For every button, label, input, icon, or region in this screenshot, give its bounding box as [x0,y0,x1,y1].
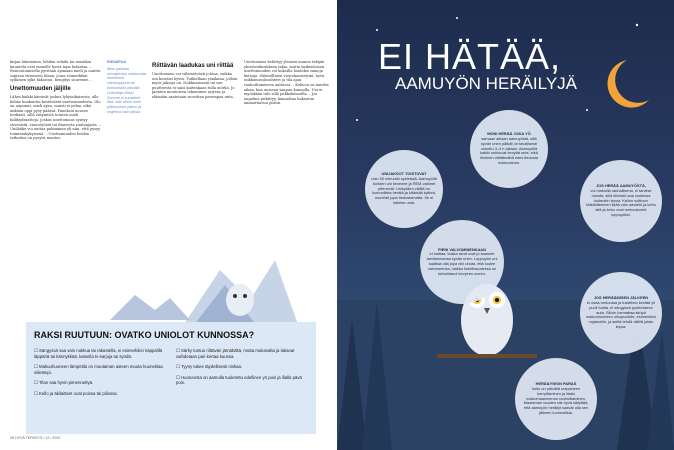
checklist-item[interactable]: ☐ Sängyssä saa vain nukkua tai rakastella, ei esimerkiksi näppäillä läppäriä tai kännykkää, katsella tv-sarjoja tai syödä. [34,348,163,359]
bubble-heading: MONI HERÄÄ JOKA YÖ [487,131,531,137]
checklist-item[interactable]: ☐ Makuuhuoneen lämpötila on muutaman asteen muuta huonetilaa viileämpi. [34,364,163,375]
info-bubble [580,160,662,242]
checklist-item[interactable]: ☐ Huoneesta on aamulla tuuletettu edellinen yö pois ja illalla pävä pois. [176,374,302,386]
body-text-3: Unettomuus kehittyy yleensä munen tekijän yhteisvaikutuksen takia, mutta kaikenlaisen unettomuuden voi kokoilla hoidoksi samoja keinoja. Sääntöllinen vuorokausirytmi, hyvä nukkumisolosuhteet ja tila ajan rauhoittamiseen auttavat. – Kehoon on nauttia aikaa, kun uniseen saapuu kunnolla. Uni ei myöskään tule sillä pakkokeinoilla. – Jos ongelma pitkittyy, kannattaa hakeutua ammattiavun piiriin. [244,60,329,106]
checklist-col-2 [176,348,306,391]
checklist-item[interactable]: ☐ Kello ja äkilaitteet ovat poissa tai piilossa. [34,390,118,396]
column-2 [152,60,238,101]
mountain-illustration [110,290,190,320]
bubble-text: ei osaa rentoutua ja tuskittelu kestää yli puoli tuntia, ei sängyssä pyörimiseen auta. Silloin kannattaa siirtyä makuuhuoneen ulkopuolelle, esimerkiksi nojatuoliin, ja sieltä tehdä välillä jotain lepoa. [586,300,656,329]
bubble-text: noin 90 minuutin sykleissä. Aamuyöllä kohden uni kevenee ja REM-vaiheet pitenevät. Unisyklien välillä on luonnollista herätä ja kääntää kylkeä, moneisti jopa tiedostamatta. Se ei häiritse unta. [371,176,437,205]
info-bubble [515,358,597,440]
sidebar-heading: ENSIAPUA [107,60,127,64]
checklist-item[interactable]: ☐ Särky tuntuu riittävän jämäkältä, mutta mukavalta ja lakanat vaihdetaan pari kertaa kuussa. [176,348,295,359]
section-heading-1: Unettomuuden jäljille [10,85,71,92]
bubble-text: voi makoilla rauhallisena, ei tarvitse nousta, sillä elimistö saa vuotessa kuitenkin lepoa. Kellon soittoon hiätähtäminen lisää vain aaviellö ja keho sitä ja keho ovat rentoutuneet loppuyöksi. [586,188,656,217]
bubble-text: ei haittaa, koska aivot ovat jo saaneet tarvitsemansa syvän unen. Loppuyön uni saattaa olla jopa niin uhuta, että luulee valvoneensa, vaikka todellisuudessa on torkahtanut kevyeen uneen. [426,251,498,276]
right-page [337,0,674,450]
moon-icon [608,60,649,108]
info-bubble [470,110,548,188]
bubble-text: samaan aikaan aamuyöstä, sillä syvän unen pätkät on tavallisesti nukuttu 3–4 h aikaan. Aamuyöllä kaikki nukkuvat kevyttä unta, eikä ihminen välttämättä edes tiedosta nukkuvansa. [480,136,538,165]
intro-text: kirjan lukeminen, lehden selailu tai musiikin kuuntelu ovat monelle hyviä tapa hidastaa. – Rentoutumisella pyritään ajamaan mieli ja nuuttu sopivan vireeseen tilaan, jossa esimerkiksi sydämen syke hidastuu, hengitys suurenee... [10,60,101,83]
body-text-2: Unettomuus voi vähentävästi johtua, vaikka uni kestäisi hyvin. Tutkiellaan yöaikana, jolloin myös jaksoja on. Nukkumisesta tai sen puutteesta ei saisi kuitenkaan tulla mörkö. Jo pienten muutosten tekeminen arjessa ja elämään saatetaan suosittaa parempaa unta. [152,72,238,99]
title-line-1: EI HÄTÄÄ, [378,36,562,77]
bubble-heading: HERÄILYNKIN PARAS [535,381,577,387]
bubble-heading: JOS HERÄÄMISEN JÄLKEEN [593,295,649,301]
page-footer: 28 HYVÄ TERVEYS / 12 / 2020 [10,436,61,440]
checklist-item[interactable]: ☐ Tyyny tukee täydellisesti niskaa. [176,364,243,370]
sleeping-owl-illustration [180,240,300,330]
title-line-2: AAMUYÖN HERÄILYJÄ [395,74,578,93]
body-text-1: Lähes kaikki kärsivät joskus lyhytaikaisesta, alle kolme kuukautta kestävästä unettomuudesta. Olo on uupunut, mieli apea, muisti ei pelaa, eikä mikään oppi pysy päässä. Panoksin nousee herkästi, sillä väsymistä toiseen mieli hiilihydraatteja. Joskus unettomuus syntyy stressistä, vuorotyöstä tai iltaisesta ruutuajasta. – Unilääke voi auttaa pahimman yli niin, että pysyy toimintakykyisenä. – Unettomuuden hoidon tarkoitus on pysyvä muutos. [10,94,101,141]
bubble-text: hoito on päivällä unipaineen kerryttäminen ja illalla nukkumaanmenon rauhoittaminen. Mautaman vuoden siis hyvä säilyttää, että aamuyön heräilyt saavat olla sen jälkeen luonnollisia. [523,386,589,415]
bubble-heading: JOS HERÄÄ AAMUYÖSTÄ, [596,183,646,189]
checklist-box [26,322,316,434]
checklist-item[interactable]: ☐ Tilan saa hyvin pimennettyä. [34,380,94,386]
column-3 [244,60,330,107]
sidebar-ensiapua [107,60,147,115]
bubble-heading: UNIJAKSOT TOISTUVAT [381,171,427,177]
sidebar-text: Moni paikkaa univajeensa nukkumalla ennemmin viikonloppuna tai torkkumalla päivällä. Unihoitaja Marjo Sunnari ei suosittele tätä, sillä silloin unen pilkkominen jatkuu ja ongelma vain jatkuu. [107,66,147,114]
section-heading-2: Riittävän laadukas uni riittää [152,63,234,69]
bubble-heading: PIENI VALVOMINENKAAN [438,246,486,252]
info-bubble [580,272,662,354]
info-bubble [365,150,443,228]
checklist-col-1 [34,348,164,402]
column-1 [10,60,102,142]
checklist-title: RAKSI RUUTUUN: OVATKO UNIOLOT KUNNOSSA? [34,330,255,340]
info-bubble [420,220,504,304]
